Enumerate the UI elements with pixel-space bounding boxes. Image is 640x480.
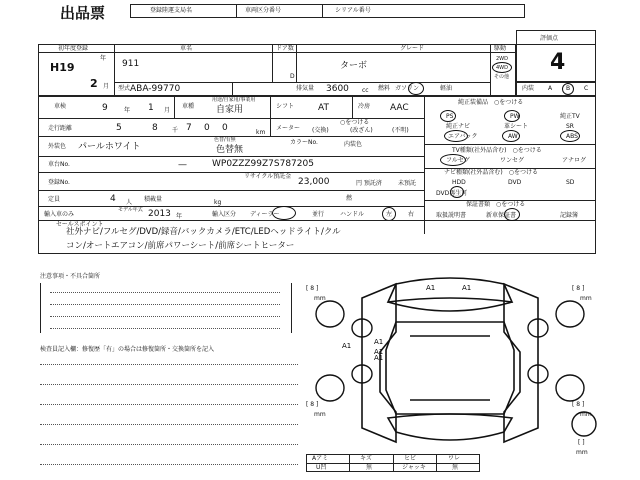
equip-pw-circle bbox=[504, 110, 520, 122]
ext-color: パールホワイト bbox=[78, 142, 141, 152]
equip-title: 純正装備品 ○をつける bbox=[458, 99, 524, 106]
color-change-header: 色替/有無 bbox=[214, 137, 236, 143]
equip-airbag-circle bbox=[444, 130, 468, 142]
legend-2: キズ bbox=[360, 455, 372, 462]
tv-selected-circle bbox=[440, 154, 466, 166]
class-no-label: 車両区分番号 bbox=[245, 7, 282, 14]
mileage-d4: 0 bbox=[204, 123, 210, 133]
mileage-label: 走行距離 bbox=[48, 125, 73, 132]
interior-a: A bbox=[548, 85, 553, 92]
fuel-amount-label: 燃 bbox=[346, 195, 353, 202]
drive-selected-circle bbox=[492, 62, 512, 73]
interior-c: C bbox=[584, 85, 589, 92]
inspection-month: 1 bbox=[148, 103, 154, 113]
mileage-thousand: 千 bbox=[172, 127, 179, 134]
tire-spare: [ ] bbox=[578, 439, 585, 446]
tire-rl: [ 8 ] bbox=[306, 401, 319, 408]
equip-airbag: エアバック bbox=[448, 133, 478, 140]
usage-header: 用途/自家用/事業用 bbox=[212, 97, 256, 103]
drive-other: その他 bbox=[494, 74, 510, 80]
sales-points-label: セールスポイント bbox=[56, 221, 104, 228]
diagram-mark: A1 bbox=[426, 284, 436, 292]
capacity-unit: 人 bbox=[126, 199, 133, 206]
diagram-mark: A1 bbox=[462, 284, 472, 292]
load-unit: kg bbox=[214, 199, 222, 206]
handle-label: ハンドル bbox=[340, 211, 365, 218]
dvd-playback: DVD再生可 bbox=[436, 190, 468, 197]
tv-analog: アナログ bbox=[562, 157, 587, 164]
recycle-unpaid: 未預託 bbox=[398, 180, 417, 187]
displacement-unit: cc bbox=[362, 87, 369, 94]
inspection-year: 9 bbox=[102, 103, 108, 113]
tire-fr: [ 8 ] bbox=[572, 285, 585, 292]
warranty-newcar: 新車保証書 bbox=[486, 212, 517, 219]
shift-label: シフト bbox=[276, 103, 295, 110]
mileage-d3: 7 bbox=[186, 123, 192, 133]
equip-aw-circle bbox=[502, 130, 520, 142]
navi-sd: SD bbox=[566, 179, 575, 186]
import-selected-circle bbox=[272, 206, 296, 220]
tire-spare-unit: mm bbox=[576, 449, 588, 456]
mileage-unit: km bbox=[256, 129, 266, 136]
legend-3: ヒビ bbox=[404, 455, 417, 462]
model-year-unit: 年 bbox=[176, 213, 183, 220]
equip-aw: AW bbox=[508, 133, 518, 140]
car-name-label: 車名 bbox=[180, 45, 193, 52]
import-type-label: 輸入区分 bbox=[212, 211, 237, 218]
tv-title: TV種類(社外品含む) ○をつける bbox=[452, 147, 542, 154]
diagram-mark: A1 bbox=[342, 342, 352, 350]
recycle: 23,000 bbox=[298, 177, 330, 187]
reg-plate-label: 登録陸運支局名 bbox=[150, 7, 193, 14]
vin: WP0ZZZ99Z7S787205 bbox=[212, 159, 314, 169]
dvd-circle bbox=[450, 186, 464, 198]
displacement-label: 排気量 bbox=[296, 85, 315, 92]
tire-rl-unit: mm bbox=[314, 411, 326, 418]
equip-pw: PW bbox=[510, 113, 520, 120]
ac: AAC bbox=[390, 103, 409, 113]
tire-fl-unit: mm bbox=[314, 295, 326, 302]
capacity-label: 定員 bbox=[48, 196, 61, 203]
warranty-record: 記録簿 bbox=[560, 212, 579, 219]
page-title: 出品票 bbox=[60, 4, 106, 22]
usage: 自家用 bbox=[216, 105, 244, 115]
equip-tv: 純正TV bbox=[560, 113, 580, 120]
model: ABA-99770 bbox=[130, 84, 181, 94]
color-no-label: カラーNo. bbox=[290, 139, 318, 146]
grade-label: グレード bbox=[400, 45, 425, 52]
handle-left: 左 bbox=[386, 211, 393, 218]
displacement: 3600 bbox=[326, 84, 349, 94]
usage-label: 車種 bbox=[182, 103, 195, 110]
meter-exchange: (交換) bbox=[312, 127, 329, 134]
car-diagram bbox=[300, 262, 600, 462]
equip-navi-label: 純正ナビ bbox=[446, 123, 471, 130]
interior-selected-circle bbox=[562, 83, 574, 95]
equip-sr-label: SR bbox=[566, 123, 574, 130]
diagram-mark: A1 bbox=[374, 348, 384, 356]
mileage-d1: 5 bbox=[116, 123, 122, 133]
drive-2wd: 2WD bbox=[496, 56, 508, 62]
recycle-status: 円 預託済 bbox=[356, 180, 382, 187]
grade: ターボ bbox=[340, 61, 368, 71]
import-parallel: 並行 bbox=[312, 211, 325, 218]
fuel-diesel: 軽油 bbox=[440, 85, 453, 92]
eval-score: 4 bbox=[550, 50, 566, 75]
handle-selected-circle bbox=[382, 207, 396, 221]
doors-unit: D bbox=[290, 73, 295, 80]
equip-leather-label: 革シート bbox=[504, 123, 529, 130]
legend-5: U凹 bbox=[316, 464, 327, 471]
meter-tamper: (改ざん) bbox=[350, 127, 373, 134]
tv-oneseg: ワンセグ bbox=[500, 157, 525, 164]
tv-fullseg: フルセグ bbox=[446, 157, 470, 164]
doors-label: ドア数 bbox=[276, 45, 294, 52]
legend-7: ジャッキ bbox=[402, 464, 426, 471]
serial-label: シリアル番号 bbox=[335, 7, 371, 14]
model-year-label: モデル年式 bbox=[118, 207, 143, 213]
legend-4: ワレ bbox=[448, 455, 461, 462]
vin-label: 車台No. bbox=[48, 161, 70, 168]
meter-unknown: (不明) bbox=[392, 127, 409, 134]
month-unit: 月 bbox=[103, 83, 110, 90]
navi-title: ナビ種類(社外品含む) ○をつける bbox=[444, 169, 538, 176]
reg-no-label: 登録No. bbox=[48, 179, 70, 186]
import-dealer: ディーラー bbox=[250, 211, 280, 218]
interior-color-label: 内装色 bbox=[344, 141, 363, 148]
interior-b: B bbox=[566, 85, 571, 92]
shift: AT bbox=[318, 103, 329, 113]
equip-abs: ABS bbox=[566, 133, 578, 140]
diagram-mark: A1 bbox=[374, 338, 384, 346]
recycle-label: リサイクル預託金 bbox=[244, 173, 292, 180]
import-label: 輸入車のみ bbox=[44, 211, 75, 218]
mileage-d5: 0 bbox=[222, 123, 228, 133]
handle-right: 右 bbox=[408, 211, 415, 218]
eval-label: 評価点 bbox=[540, 35, 559, 42]
drive-label: 駆動 bbox=[494, 45, 507, 52]
navi-dvd: DVD bbox=[508, 179, 522, 186]
interior-label: 内装 bbox=[522, 85, 535, 92]
equip-abs-circle bbox=[560, 130, 580, 142]
first-reg-year: H19 bbox=[50, 61, 75, 74]
caution-label: 注意事項・不具合箇所 bbox=[40, 273, 101, 280]
ext-color-label: 外装色 bbox=[48, 143, 67, 150]
fuel-gasoline: ガソリン bbox=[395, 85, 420, 92]
inspection-label: 車検 bbox=[54, 103, 67, 110]
model-year: 2013 bbox=[148, 209, 171, 219]
equip-ps-circle bbox=[440, 110, 456, 122]
capacity: 4 bbox=[110, 194, 116, 204]
legend-8: 無 bbox=[452, 464, 459, 471]
inspection-month-unit: 月 bbox=[164, 107, 171, 114]
color-change: 色替無 bbox=[216, 145, 244, 155]
diagram-mark: A1 bbox=[374, 354, 384, 362]
legend-6: 無 bbox=[366, 464, 373, 471]
mileage-d2: 8 bbox=[152, 123, 158, 133]
first-reg-month: 2 bbox=[90, 77, 98, 90]
meter-note: ○をつける bbox=[340, 119, 370, 126]
first-reg-label: 初年度登録 bbox=[58, 45, 89, 52]
car-name: 911 bbox=[122, 59, 140, 69]
sales-line-1: 社外ナビ/フルセグ/DVD/録音/バックカメラ/ETC/LEDヘッドライト/クル bbox=[66, 227, 341, 237]
meter-label: メーター bbox=[276, 125, 301, 132]
navi-hdd: HDD bbox=[452, 179, 466, 186]
tire-rr-unit: mm bbox=[580, 411, 592, 418]
sales-line-2: コン/オートエアコン/前席パワーシート/前席シートヒーター bbox=[66, 241, 295, 251]
tire-fl: [ 8 ] bbox=[306, 285, 319, 292]
year-unit: 年 bbox=[100, 55, 107, 62]
inspection-year-unit: 年 bbox=[124, 107, 131, 114]
load-label: 積載量 bbox=[144, 196, 163, 203]
fuel-selected-circle bbox=[408, 82, 424, 95]
model-label: 型式 bbox=[118, 85, 131, 92]
vin-dash: — bbox=[178, 160, 187, 170]
warranty-circle bbox=[504, 208, 520, 221]
caution-bracket bbox=[40, 283, 292, 333]
equip-ps: PS bbox=[446, 113, 454, 120]
legend-1: Aアミ bbox=[312, 455, 329, 462]
tire-rr: [ 8 ] bbox=[572, 401, 585, 408]
inspector-label: 検査員記入欄：修復歴「有」の場合は修復箇所・交換箇所を記入 bbox=[40, 346, 215, 353]
ac-label: 冷房 bbox=[358, 103, 371, 110]
drive-4wd: 4WD bbox=[496, 65, 508, 71]
warranty-title: 保証書類 ○をつける bbox=[466, 201, 526, 208]
tire-fr-unit: mm bbox=[580, 295, 592, 302]
warranty-manual: 取扱説明書 bbox=[436, 212, 467, 219]
fuel-label: 燃料 bbox=[378, 85, 391, 92]
